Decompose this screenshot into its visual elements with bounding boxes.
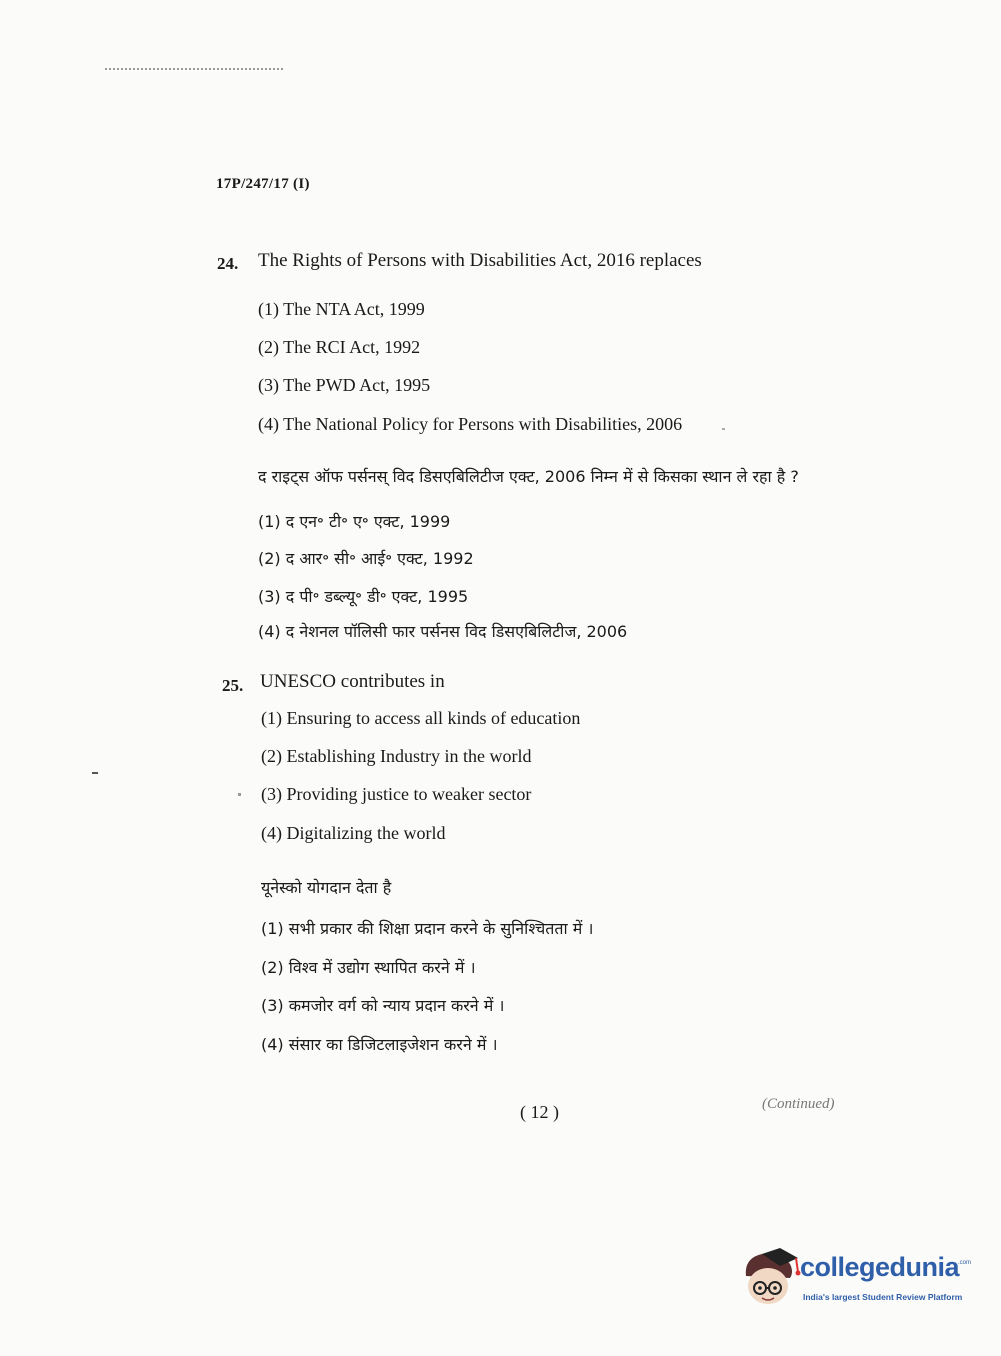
scan-artifact: [105, 68, 283, 74]
option-hi: (2) विश्व में उद्योग स्थापित करने में ।: [261, 958, 476, 977]
option-en: (2) Establishing Industry in the world: [261, 746, 532, 766]
option-en: (4) Digitalizing the world: [261, 823, 446, 843]
collegedunia-logo: [740, 1246, 980, 1316]
question-number: 25.: [222, 676, 244, 695]
continued-note: (Continued): [762, 1096, 835, 1112]
page-number: ( 12 ): [520, 1102, 559, 1122]
option-en: (3) Providing justice to weaker sector: [261, 784, 532, 804]
option-en: (1) The NTA Act, 1999: [258, 299, 425, 319]
option-hi: (1) द एन॰ टी॰ ए॰ एक्ट, 1999: [258, 512, 451, 531]
option-hi: (3) द पी॰ डब्ल्यू॰ डी॰ एक्ट, 1995: [258, 587, 469, 606]
option-en: (4) The National Policy for Persons with Disabilities, 2006: [258, 414, 683, 434]
question-number: 24.: [217, 254, 239, 273]
question-text-hi: द राइट्स ऑफ पर्सनस् विद डिसएबिलिटीज एक्ट, 2006 निम्न में से किसका स्थान ले रहा है ?: [258, 467, 799, 486]
option-hi: (2) द आर॰ सी॰ आई॰ एक्ट, 1992: [258, 549, 474, 568]
option-en: (2) The RCI Act, 1992: [258, 337, 421, 357]
logo-tagline: India's largest Student Review Platform: [803, 1292, 963, 1302]
option-en: (1) Ensuring to access all kinds of education: [261, 708, 581, 728]
option-hi: (1) सभी प्रकार की शिक्षा प्रदान करने के सुनिश्चितता में ।: [261, 919, 594, 938]
logo-wordmark: collegedunia: [800, 1252, 960, 1282]
question-text-en: UNESCO contributes in: [260, 671, 445, 692]
mascot-icon: [740, 1246, 802, 1312]
option-en: (3) The PWD Act, 1995: [258, 375, 431, 395]
question-text-hi: यूनेस्को योगदान देता है: [261, 878, 392, 897]
logo-domain-suffix: .com: [958, 1260, 972, 1266]
paper-code: 17P/247/17 (I): [216, 176, 310, 192]
scan-mark: [722, 428, 725, 430]
scan-mark: [238, 793, 241, 796]
option-hi: (4) संसार का डिजिटलाइजेशन करने में ।: [261, 1035, 498, 1054]
scan-mark: [92, 772, 98, 774]
question-text-en: The Rights of Persons with Disabilities Act, 2016 replaces: [258, 250, 702, 271]
option-hi: (3) कमजोर वर्ग को न्याय प्रदान करने में ।: [261, 996, 505, 1015]
option-hi: (4) द नेशनल पॉलिसी फार पर्सनस विद डिसएबिलिटीज, 2006: [258, 622, 628, 641]
